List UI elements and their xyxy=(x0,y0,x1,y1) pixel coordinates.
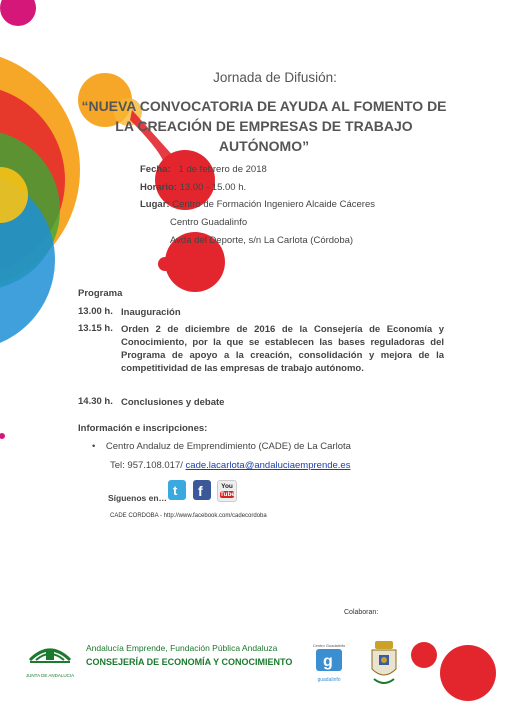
email-link[interactable]: cade.lacarlota@andaluciaemprende.es xyxy=(185,460,351,471)
guadalinfo-g-icon xyxy=(314,648,344,672)
svg-text:f: f xyxy=(198,483,203,499)
horario-value: 13.00 - 15.00 h. xyxy=(179,182,247,193)
cade-name: Centro Andaluz de Emprendimiento (CADE) de La Carlota xyxy=(105,441,351,452)
programa-heading: Programa xyxy=(78,288,123,299)
fecha-row xyxy=(140,164,267,175)
andalucia-emprende-text: Andalucía Emprende, Fundación Pública Andaluza xyxy=(86,643,278,653)
bullet-icon: • xyxy=(92,441,96,452)
inscripciones-heading: Información e inscripciones: xyxy=(78,423,208,434)
guadalinfo-bottom-text: guadalinfo xyxy=(317,677,341,683)
twitter-icon[interactable] xyxy=(168,480,186,500)
horario-label: Horario: xyxy=(140,182,177,193)
contact-row xyxy=(110,460,350,471)
la-carlota-crest xyxy=(369,641,399,692)
youtube-text-tube: Tube xyxy=(220,491,236,498)
bullet-item xyxy=(92,441,351,452)
event-title xyxy=(78,96,450,156)
program-time-2: 13.15 h. xyxy=(78,323,113,334)
lugar-line-3: Avda del Deporte, s/n La Carlota (Córdoba) xyxy=(170,235,354,246)
consejeria-text: CONSEJERÍA DE ECONOMÍA Y CONOCIMIENTO xyxy=(86,657,293,667)
horario-row xyxy=(140,182,246,193)
siguenos-label: Síguenos en… xyxy=(108,493,168,503)
colaboran-label: Colaboran: xyxy=(344,609,379,616)
facebook-icon[interactable] xyxy=(193,480,211,500)
program-time-3: 14.30 h. xyxy=(78,396,113,407)
svg-text:g: g xyxy=(323,653,333,670)
program-time-1: 13.00 h. xyxy=(78,306,113,317)
guadalinfo-logo xyxy=(311,643,347,683)
fecha-label: Fecha: xyxy=(140,164,171,175)
svg-text:t: t xyxy=(173,483,178,498)
lugar-row xyxy=(140,199,375,210)
tel-label: Tel: 957.108.017/ xyxy=(110,460,183,471)
title-line-1: “NUEVA CONVOCATORIA DE AYUDA AL FOMENTO DE xyxy=(81,98,447,114)
event-subtitle: Jornada de Difusión: xyxy=(213,70,337,85)
program-text-1: Inauguración xyxy=(121,307,181,318)
fecha-value: 1 de febrero de 2018 xyxy=(178,164,267,175)
junta-logo xyxy=(22,638,78,678)
program-text-2: Orden 2 de diciembre de 2016 de la Consejería de Economía y Conocimiento, por la que se establecen las bases reguladoras del Programa de apoyo a la creación, consolidación y mejora de la competitividad de las empresas de trabajo autónomo. xyxy=(121,324,444,374)
lugar-line-1: Centro de Formación Ingeniero Alcaide Cáceres xyxy=(172,199,375,210)
program-text-3: Conclusiones y debate xyxy=(121,397,225,408)
title-line-3: AUTÓNOMO” xyxy=(218,138,310,154)
crest-icon xyxy=(369,641,399,687)
facebook-link-line[interactable]: CADE CORDOBA - http://www.facebook.com/cadecordoba xyxy=(110,513,267,519)
guadalinfo-top-text: Centro Guadalinfo xyxy=(312,643,346,648)
lugar-line-2: Centro Guadalinfo xyxy=(170,217,248,228)
youtube-text-you: You xyxy=(221,483,233,490)
lugar-label: Lugar: xyxy=(140,199,170,210)
junta-emblem-icon xyxy=(22,638,78,668)
junta-text: JUNTA DE ANDALUCIA xyxy=(25,673,75,678)
youtube-icon[interactable] xyxy=(217,480,237,502)
title-line-2: LA CREACIÓN DE EMPRESAS DE TRABAJO xyxy=(115,118,413,134)
